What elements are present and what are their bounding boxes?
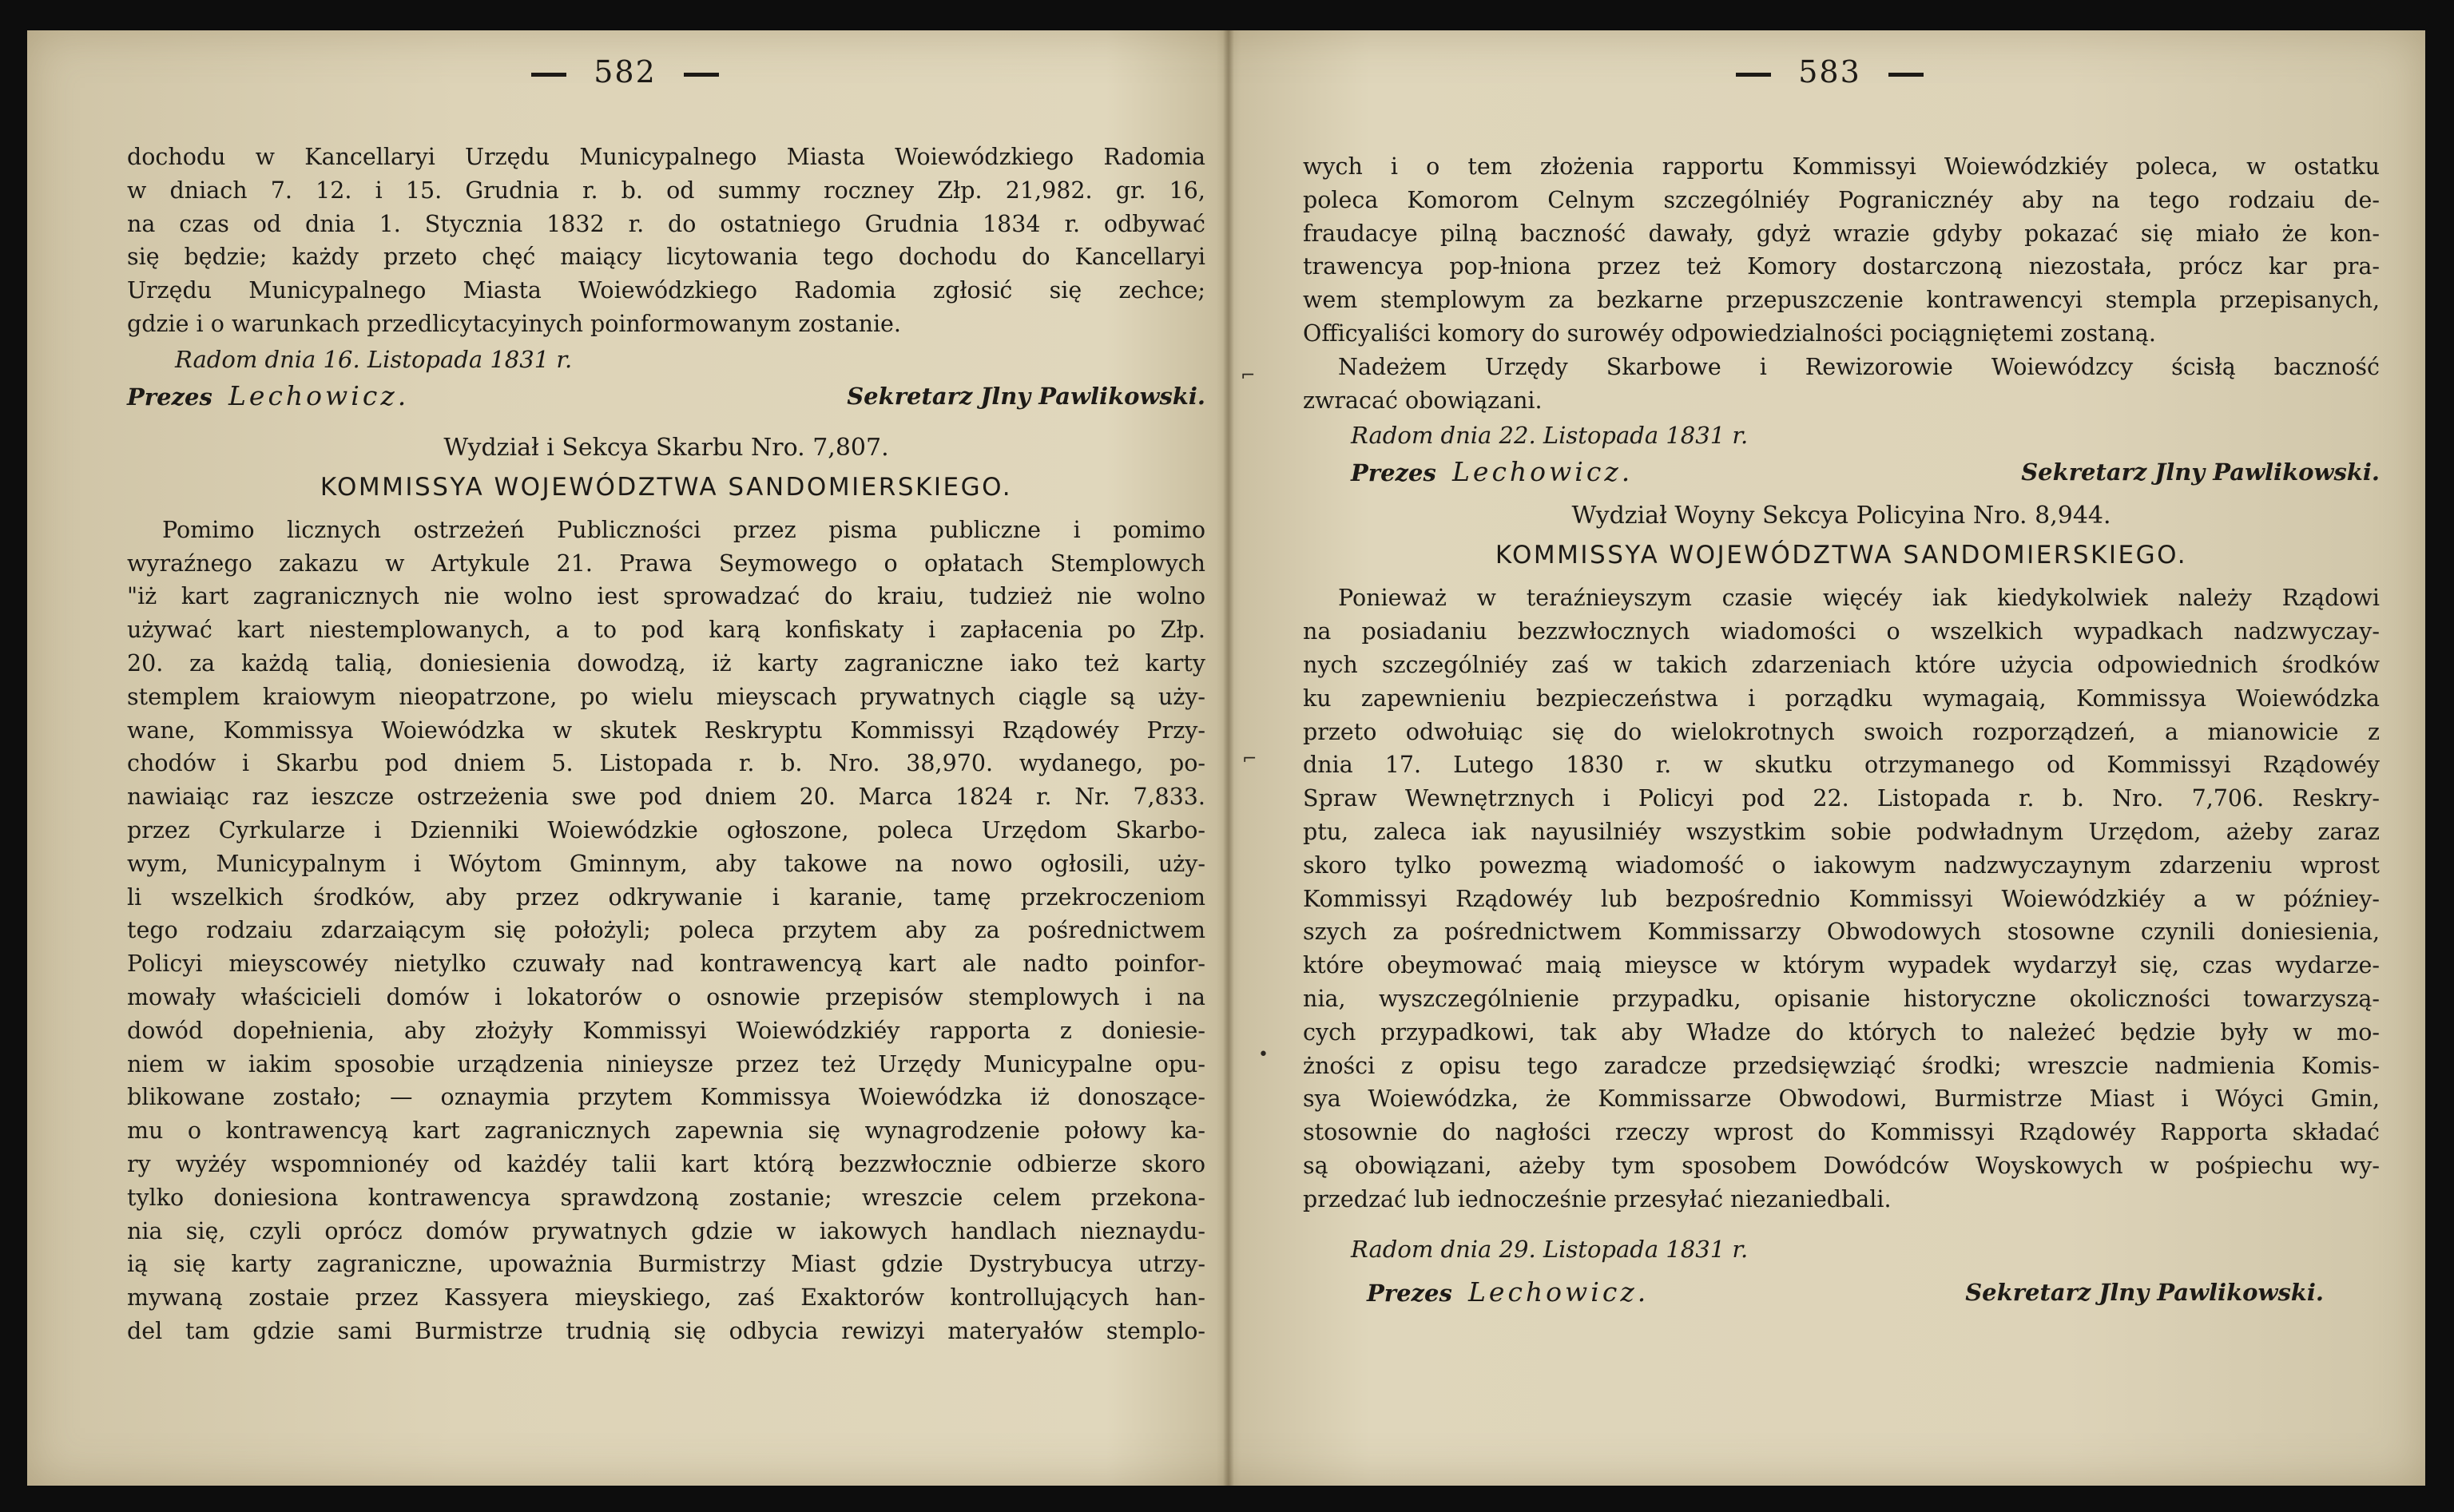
text-line: Nadeżem Urzędy Skarbowe i Rewizorowie Woiewódzcy ścisłą baczność bbox=[1338, 353, 2380, 380]
text-line: dochodu w Kancellaryi Urzędu Municypalnego Miasta Woiewódzkiego Radomia bbox=[127, 144, 1205, 170]
text-line: nia, wyszczególnienie przypadku, opisanie historyczne okoliczności towarzyszą- bbox=[1303, 985, 2380, 1012]
text-line: wych i o tem złożenia rapportu Kommissyi Woiewódzkiéy poleca, w ostatku bbox=[1303, 153, 2380, 180]
text-line: ku zapewnieniu bezpieczeństwa i porządku wymagaią, Kommissya Woiewódzka bbox=[1303, 685, 2380, 712]
text-line: cych przypadkowi, tak aby Władze do których to należeć będzie były w mo- bbox=[1303, 1018, 2380, 1046]
book-gutter bbox=[1223, 30, 1234, 1486]
margin-mark: ⌐ bbox=[1241, 366, 1256, 386]
text-line: ry wyżéy wspomnionéy od każdéy talii kart którą bezzwłocznie odbierze skoro bbox=[127, 1150, 1205, 1177]
left-paragraph-1 bbox=[127, 141, 1205, 341]
text-line: gdzie i o warunkach przedlicytacyinych poinformowanym zostanie. bbox=[127, 310, 901, 337]
right-signature-1: Prezes Lechowicz. Sekretarz Jlny Pawlikowski. bbox=[1351, 456, 2380, 488]
text-line: fraudacye pilną baczność dawały, gdyż wrazie gdyby pokazać się miało że kon- bbox=[1303, 220, 2380, 247]
text-line: wem stemplowym za bezkarne przepuszczenie kontrawencyi stempla przepisanych, bbox=[1303, 287, 2380, 314]
text-line: trawencya pop-łniona przez też Komory dostarczoną niezostała, prócz kar pra- bbox=[1303, 253, 2380, 280]
text-line: dnia 17. Lutego 1830 r. w skutku otrzymanego od Kommissyi Rządowéy bbox=[1303, 752, 2380, 779]
text-line: dowód dopełnienia, aby złożyły Kommissyi Woiewódzkiéy rapporta z doniesie- bbox=[127, 1017, 1205, 1044]
text-line: na czas od dnia 1. Stycznia 1832 r. do ostatniego Grudnia 1834 r. odbywać bbox=[127, 210, 1205, 237]
right-date-1: Radom dnia 22. Listopada 1831 r. bbox=[1351, 422, 1749, 450]
text-line: przez Cyrkularze i Dzienniki Woiewódzkie ogłoszone, poleca Urzędom Skarbo- bbox=[127, 816, 1205, 843]
text-line: blikowane zostało; — oznaymia przytem Kommissya Woiewódzka iż donoszące- bbox=[127, 1084, 1205, 1111]
right-page bbox=[1234, 30, 2425, 1486]
text-line: w dniach 7. 12. i 15. Grudnia r. b. od summy roczney Złp. 21,982. gr. 16, bbox=[127, 177, 1205, 204]
text-line: skoro tylko powezmą wiadomość o iakowym nadzwyczaynym zdarzeniu wprost bbox=[1303, 851, 2380, 879]
text-line: są obowiązani, ażeby tym sposobem Dowódców Woyskowych w pośpiechu wy- bbox=[1303, 1152, 2380, 1179]
text-line: wane, Kommissya Woiewódzka w skutek Reskryptu Kommissyi Rządowéy Przy- bbox=[127, 716, 1205, 744]
text-line: niem w iakim sposobie urządzenia ninieysze przez też Urzędy Municypalne opu- bbox=[127, 1050, 1205, 1077]
text-line: stemplem kraiowym nieopatrzone, po wielu mieyscach prywatnych ciągle są uży- bbox=[127, 683, 1205, 710]
text-line: mu o kontrawencyą kart zagranicznych zapewnia się wynagrodzenie połowy ka- bbox=[127, 1117, 1205, 1145]
text-line: tego rodzaiu zdarzaiącym się położyli; poleca przytem aby za pośrednictwem bbox=[127, 917, 1205, 944]
text-line: przeto odwołuiąc się do wielokrotnych swoich rozporządzeń, a mianowicie z bbox=[1303, 718, 2380, 745]
text-line: 20. za każdą talią, doniesienia dowodzą, iż karty zagraniczne iako też karty bbox=[127, 649, 1205, 677]
text-line: stosownie do nagłości rzeczy wprost do Kommissyi Rządowéy Rapporta składać bbox=[1303, 1119, 2380, 1146]
text-line: ptu, zaleca iak nayusilniéy wszystkim sobie podwładnym Urzędom, ażeby zaraz bbox=[1303, 818, 2380, 845]
text-line: wyraźnego zakazu w Artykule 21. Prawa Seymowego o opłatach Stemplowych bbox=[127, 550, 1205, 577]
page-number-left: 582 bbox=[27, 54, 1223, 89]
text-line: Spraw Wewnętrznych i Policyi pod 22. Listopada r. b. Nro. 7,706. Reskry- bbox=[1303, 785, 2380, 812]
right-date-2: Radom dnia 29. Listopada 1831 r. bbox=[1351, 1235, 1749, 1263]
text-line: Kommissyi Rządowéy lub bezpośrednio Kommissyi Woiewódzkiéy a w późniey- bbox=[1303, 885, 2380, 912]
text-line: na posiadaniu bezzwłocznych wiadomości o wszelkich wypadkach nadzwyczay- bbox=[1303, 618, 2380, 645]
left-page-text bbox=[127, 141, 1205, 1348]
margin-mark: ⌐ bbox=[1242, 749, 1257, 769]
text-line: chodów i Skarbu pod dniem 5. Listopada r. b. Nro. 38,970. wydanego, po- bbox=[127, 750, 1205, 777]
text-line: zwracać obowiązani. bbox=[1303, 387, 1543, 414]
text-line: Officyaliści komory do surowéy odpowiedzialności pociągniętemi zostaną. bbox=[1303, 319, 2156, 347]
text-line: del tam gdzie sami Burmistrze trudnią się odbycia rewizyi materyałów stemplo- bbox=[127, 1317, 1205, 1344]
text-line: mowały właścicieli domów i lokatorów o osnowie przepisów stemplowych i na bbox=[127, 983, 1205, 1010]
text-line: które obeymować maią mieysce w którym wypadek wydarzył się, czas wydarze- bbox=[1303, 952, 2380, 979]
text-line: nia się, czyli oprócz domów prywatnych gdzie w iakowych handlach nieznaydu- bbox=[127, 1217, 1205, 1244]
text-line: nych szczególniéy zaś w takich zdarzeniach które użycia odpowiednich środków bbox=[1303, 651, 2380, 678]
right-paragraph-2 bbox=[1303, 581, 2380, 1216]
text-line: szych za pośrednictwem Kommissarzy Obwodowych stosowne czynili doniesienia, bbox=[1303, 919, 2380, 946]
left-paragraph-2 bbox=[127, 514, 1205, 1348]
right-paragraph-1 bbox=[1303, 150, 2380, 417]
text-line: tylko doniesiona kontrawencya sprawdzoną zostanie; wreszcie celem przekona- bbox=[127, 1184, 1205, 1211]
right-page-text bbox=[1303, 150, 2380, 1311]
text-line: nawiaiąc raz ieszcze ostrzeżenia swe pod dniem 20. Marca 1824 r. Nr. 7,833. bbox=[127, 784, 1205, 811]
text-line: przedzać lub iednocześnie przesyłać niezaniedbali. bbox=[1303, 1185, 1892, 1212]
text-line: używać kart niestemplowanych, a to pod karą konfiskaty i zapłacenia po Złp. bbox=[127, 617, 1205, 644]
text-line: sya Woiewódzka, że Kommissarze Obwodowi, Burmistrze Miast i Wóyci Gmin, bbox=[1303, 1085, 2380, 1113]
text-line: poleca Komorom Celnym szczególniéy Pogranicznéy aby na tego rodzaiu de- bbox=[1303, 186, 2380, 213]
text-line: "iż kart zagranicznych nie wolno iest sprowadzać do kraiu, tudzież nie wolno bbox=[127, 583, 1205, 610]
page-number-right: 583 bbox=[1234, 54, 2425, 89]
text-line: Ponieważ w teraźnieyszym czasie więcéy iak kiedykolwiek należy Rządowi bbox=[1338, 585, 2380, 612]
text-line: wym, Municypalnym i Wóytom Gminnym, aby takowe na nowo ogłosili, uży- bbox=[127, 850, 1205, 877]
text-line: Pomimo licznych ostrzeżeń Publiczności przez pisma publiczne i pomimo bbox=[162, 516, 1205, 543]
left-section-title: KOMMISSYA WOJEWÓDZTWA SANDOMIERSKIEGO. bbox=[320, 472, 1013, 502]
text-line: ią się karty zagraniczne, upoważnia Burmistrzy Miast gdzie Dystrybucya utrzy- bbox=[127, 1251, 1205, 1278]
left-date-1: Radom dnia 16. Listopada 1831 r. bbox=[175, 345, 573, 373]
right-section-header: Wydział Woyny Sekcya Policyina Nro. 8,944. bbox=[1571, 502, 2111, 530]
left-section-header: Wydział i Sekcya Skarbu Nro. 7,807. bbox=[443, 433, 889, 462]
text-line: li wszelkich środków, aby przez odkrywanie i karanie, tamę przekroczeniom bbox=[127, 883, 1205, 911]
text-line: żności z opisu tego zaradcze przedsięwziąć środki; wreszcie nadmienia Komis- bbox=[1303, 1052, 2380, 1079]
right-signature-2: Prezes Lechowicz. Sekretarz Jlny Pawlikowski. bbox=[1367, 1276, 2324, 1308]
text-line: mywaną zostaie przez Kassyera mieyskiego, zaś Exaktorów kontrollujących han- bbox=[127, 1284, 1205, 1312]
text-line: się będzie; każdy przeto chęć maiący licytowania tego dochodu do Kancellaryi bbox=[127, 244, 1205, 271]
left-signature-1: Prezes Lechowicz. Sekretarz Jlny Pawlikowski. bbox=[127, 379, 1205, 411]
text-line: Policyi mieyscowéy nietylko czuwały nad kontrawencyą kart ale nadto poinfor- bbox=[127, 950, 1205, 978]
left-page bbox=[27, 30, 1223, 1486]
margin-mark: • bbox=[1258, 1045, 1269, 1065]
text-line: Urzędu Municypalnego Miasta Woiewódzkiego Radomia zgłosić się zechce; bbox=[127, 277, 1205, 304]
right-section-title: KOMMISSYA WOJEWÓDZTWA SANDOMIERSKIEGO. bbox=[1495, 541, 2188, 570]
book-spread bbox=[27, 30, 2425, 1486]
